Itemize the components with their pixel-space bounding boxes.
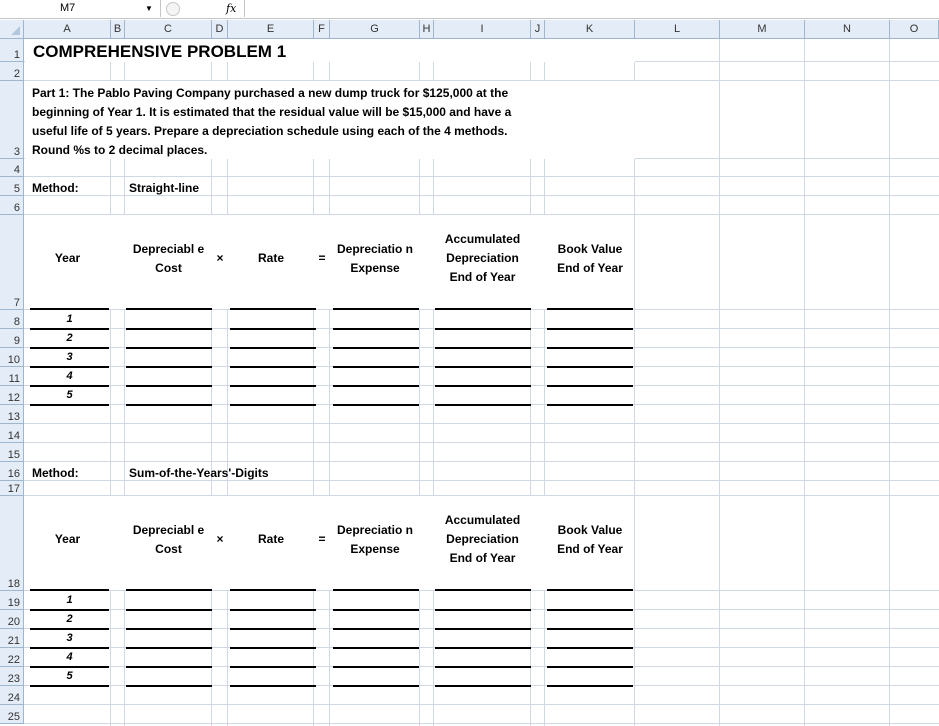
row-header[interactable]: 19 bbox=[0, 591, 24, 610]
table-rule bbox=[435, 685, 531, 687]
table-rule bbox=[126, 366, 212, 368]
table-rule bbox=[230, 366, 316, 368]
year-cell[interactable]: 4 bbox=[66, 651, 73, 663]
year-header: Year bbox=[54, 251, 81, 265]
table-rule bbox=[126, 404, 212, 406]
row-header[interactable]: 13 bbox=[0, 405, 24, 424]
method-name: Straight-line bbox=[129, 181, 200, 195]
table-rule bbox=[547, 609, 633, 611]
table-rule bbox=[230, 328, 316, 330]
row-header[interactable]: 24 bbox=[0, 686, 24, 705]
column-header[interactable]: H bbox=[420, 20, 434, 39]
gridline bbox=[24, 176, 939, 177]
table-rule bbox=[230, 609, 316, 611]
row-header[interactable]: 6 bbox=[0, 196, 24, 215]
table-rule bbox=[435, 647, 531, 649]
table-rule bbox=[435, 366, 531, 368]
year-header: Year bbox=[54, 532, 81, 546]
column-header[interactable]: C bbox=[125, 20, 212, 39]
table-rule bbox=[333, 628, 419, 630]
row-header[interactable]: 12 bbox=[0, 386, 24, 405]
formula-bar bbox=[0, 0, 939, 19]
table-rule bbox=[547, 347, 633, 349]
name-box-value: M7 bbox=[60, 2, 76, 14]
row-header[interactable]: 3 bbox=[0, 81, 24, 159]
table-rule bbox=[126, 628, 212, 630]
part1-line: beginning of Year 1. It is estimated that the residual value will be $15,000 and have a bbox=[32, 105, 512, 119]
table-rule bbox=[126, 589, 212, 591]
column-header[interactable]: O bbox=[890, 20, 939, 39]
year-cell[interactable]: 2 bbox=[66, 613, 73, 625]
equals-symbol: = bbox=[318, 532, 326, 546]
year-cell[interactable]: 1 bbox=[66, 313, 73, 325]
column-header[interactable]: D bbox=[212, 20, 228, 39]
year-cell[interactable]: 5 bbox=[66, 389, 73, 401]
table-rule bbox=[333, 308, 419, 310]
part1-line: useful life of 5 years. Prepare a depreciation schedule using each of the 4 methods. bbox=[32, 124, 508, 138]
table-rule bbox=[333, 685, 419, 687]
table-rule bbox=[547, 666, 633, 668]
year-cell[interactable]: 3 bbox=[66, 351, 73, 363]
sheet-title: COMPREHENSIVE PROBLEM 1 bbox=[33, 42, 287, 61]
times-symbol: × bbox=[216, 251, 224, 265]
column-header[interactable]: J bbox=[531, 20, 545, 39]
table-rule bbox=[30, 609, 109, 611]
table-rule bbox=[435, 308, 531, 310]
table-rule bbox=[30, 385, 109, 387]
part1-line: Round %s to 2 decimal places. bbox=[32, 143, 208, 157]
table-rule bbox=[30, 366, 109, 368]
column-header[interactable]: N bbox=[805, 20, 890, 39]
row-header[interactable]: 10 bbox=[0, 348, 24, 367]
gridline bbox=[889, 39, 890, 726]
book-value-header: Book Value End of Year bbox=[557, 522, 623, 556]
table-rule bbox=[30, 328, 109, 330]
table-rule bbox=[547, 685, 633, 687]
row-header[interactable]: 16 bbox=[0, 462, 24, 481]
table-rule bbox=[230, 589, 316, 591]
table-rule bbox=[230, 347, 316, 349]
table-rule bbox=[333, 328, 419, 330]
table-rule bbox=[547, 308, 633, 310]
row-header[interactable]: 20 bbox=[0, 610, 24, 629]
table-rule bbox=[435, 347, 531, 349]
gridline bbox=[24, 442, 939, 443]
gridline bbox=[804, 39, 805, 726]
rate-header: Rate bbox=[257, 251, 284, 265]
column-header[interactable]: I bbox=[434, 20, 531, 39]
cancel-entry-icon[interactable] bbox=[166, 2, 180, 16]
table-rule bbox=[30, 685, 109, 687]
table-rule bbox=[230, 308, 316, 310]
year-cell[interactable]: 2 bbox=[66, 332, 73, 344]
depreciable-cost-header: Depreciabl e Cost bbox=[132, 241, 205, 275]
name-box[interactable] bbox=[0, 0, 161, 17]
row-header[interactable]: 22 bbox=[0, 648, 24, 667]
table-rule bbox=[333, 647, 419, 649]
table-rule bbox=[547, 385, 633, 387]
row-header[interactable]: 15 bbox=[0, 443, 24, 462]
row-header[interactable]: 17 bbox=[0, 481, 24, 496]
table-rule bbox=[230, 404, 316, 406]
depreciation-expense-header: Depreciatio n Expense bbox=[336, 522, 414, 556]
year-cell[interactable]: 1 bbox=[66, 594, 73, 606]
table-rule bbox=[547, 404, 633, 406]
method-label: Method: bbox=[32, 181, 79, 195]
gridline bbox=[24, 195, 939, 196]
column-header[interactable]: B bbox=[111, 20, 125, 39]
table-rule bbox=[230, 628, 316, 630]
gridline bbox=[24, 723, 939, 724]
gridline bbox=[24, 704, 939, 705]
row-header[interactable]: 9 bbox=[0, 329, 24, 348]
method-name: Sum-of-the-Years'-Digits bbox=[129, 466, 269, 480]
year-cell[interactable]: 4 bbox=[66, 370, 73, 382]
table-rule bbox=[230, 385, 316, 387]
gridline bbox=[719, 39, 720, 726]
column-header[interactable]: K bbox=[545, 20, 635, 39]
table-rule bbox=[435, 666, 531, 668]
column-header[interactable]: F bbox=[314, 20, 330, 39]
table-rule bbox=[435, 328, 531, 330]
row-header[interactable]: 14 bbox=[0, 424, 24, 443]
table-rule bbox=[435, 385, 531, 387]
table-rule bbox=[547, 647, 633, 649]
table-rule bbox=[30, 404, 109, 406]
column-header[interactable]: E bbox=[228, 20, 314, 39]
table-rule bbox=[126, 647, 212, 649]
table-rule bbox=[435, 628, 531, 630]
table-rule bbox=[126, 609, 212, 611]
row-header[interactable]: 18 bbox=[0, 496, 24, 591]
column-header[interactable]: A bbox=[24, 20, 111, 39]
table-rule bbox=[126, 347, 212, 349]
table-rule bbox=[30, 628, 109, 630]
part1-text bbox=[32, 84, 511, 160]
table-rule bbox=[230, 685, 316, 687]
table-rule bbox=[435, 589, 531, 591]
year-cell[interactable]: 3 bbox=[66, 632, 73, 644]
table-rule bbox=[30, 647, 109, 649]
table-rule bbox=[333, 404, 419, 406]
accumulated-depreciation-header: Accumulated Depreciation End of Year bbox=[444, 232, 521, 284]
row-header[interactable]: 8 bbox=[0, 310, 24, 329]
row-header[interactable]: 25 bbox=[0, 705, 24, 724]
row-header[interactable]: 5 bbox=[0, 177, 24, 196]
table-rule bbox=[333, 385, 419, 387]
table-rule bbox=[30, 308, 109, 310]
accumulated-depreciation-header: Accumulated Depreciation End of Year bbox=[444, 513, 521, 565]
table-rule bbox=[333, 366, 419, 368]
row-header[interactable]: 4 bbox=[0, 159, 24, 177]
table-rule bbox=[126, 685, 212, 687]
row-header[interactable]: 11 bbox=[0, 367, 24, 386]
book-value-header: Book Value End of Year bbox=[557, 241, 623, 275]
table-rule bbox=[333, 589, 419, 591]
column-header[interactable]: L bbox=[635, 20, 720, 39]
part1-line: Part 1: The Pablo Paving Company purchased a new dump truck for $125,000 at the bbox=[32, 86, 509, 100]
table-rule bbox=[230, 647, 316, 649]
column-header[interactable]: G bbox=[330, 20, 420, 39]
table-rule bbox=[126, 308, 212, 310]
table-rule bbox=[547, 366, 633, 368]
gridline bbox=[24, 480, 939, 481]
table-rule bbox=[30, 347, 109, 349]
dropdown-arrow-icon[interactable]: ▼ bbox=[145, 4, 153, 13]
table-rule bbox=[230, 666, 316, 668]
select-all-corner[interactable] bbox=[0, 20, 24, 39]
table-rule bbox=[547, 328, 633, 330]
depreciation-expense-header: Depreciatio n Expense bbox=[336, 241, 414, 275]
rate-header: Rate bbox=[257, 532, 284, 546]
table-rule bbox=[30, 666, 109, 668]
row-header[interactable]: 7 bbox=[0, 215, 24, 310]
table-rule bbox=[30, 589, 109, 591]
table-rule bbox=[333, 666, 419, 668]
row-header[interactable]: 21 bbox=[0, 629, 24, 648]
year-cell[interactable]: 5 bbox=[66, 670, 73, 682]
table-rule bbox=[126, 328, 212, 330]
table-rule bbox=[333, 609, 419, 611]
row-header[interactable]: 2 bbox=[0, 62, 24, 81]
table-rule bbox=[547, 589, 633, 591]
gridline bbox=[24, 461, 939, 462]
table-rule bbox=[547, 628, 633, 630]
depreciable-cost-header: Depreciabl e Cost bbox=[132, 522, 205, 556]
row-header[interactable]: 23 bbox=[0, 667, 24, 686]
table-rule bbox=[333, 347, 419, 349]
method-label: Method: bbox=[32, 466, 79, 480]
column-header[interactable]: M bbox=[720, 20, 805, 39]
equals-symbol: = bbox=[318, 251, 326, 265]
table-rule bbox=[126, 666, 212, 668]
select-all-icon bbox=[11, 26, 20, 35]
formula-input[interactable] bbox=[244, 0, 939, 17]
row-header[interactable]: 1 bbox=[0, 39, 24, 62]
table-rule bbox=[435, 609, 531, 611]
insert-function-icon[interactable]: fx bbox=[226, 2, 237, 15]
table-rule bbox=[126, 385, 212, 387]
times-symbol: × bbox=[216, 532, 224, 546]
table-rule bbox=[435, 404, 531, 406]
gridline bbox=[24, 423, 939, 424]
